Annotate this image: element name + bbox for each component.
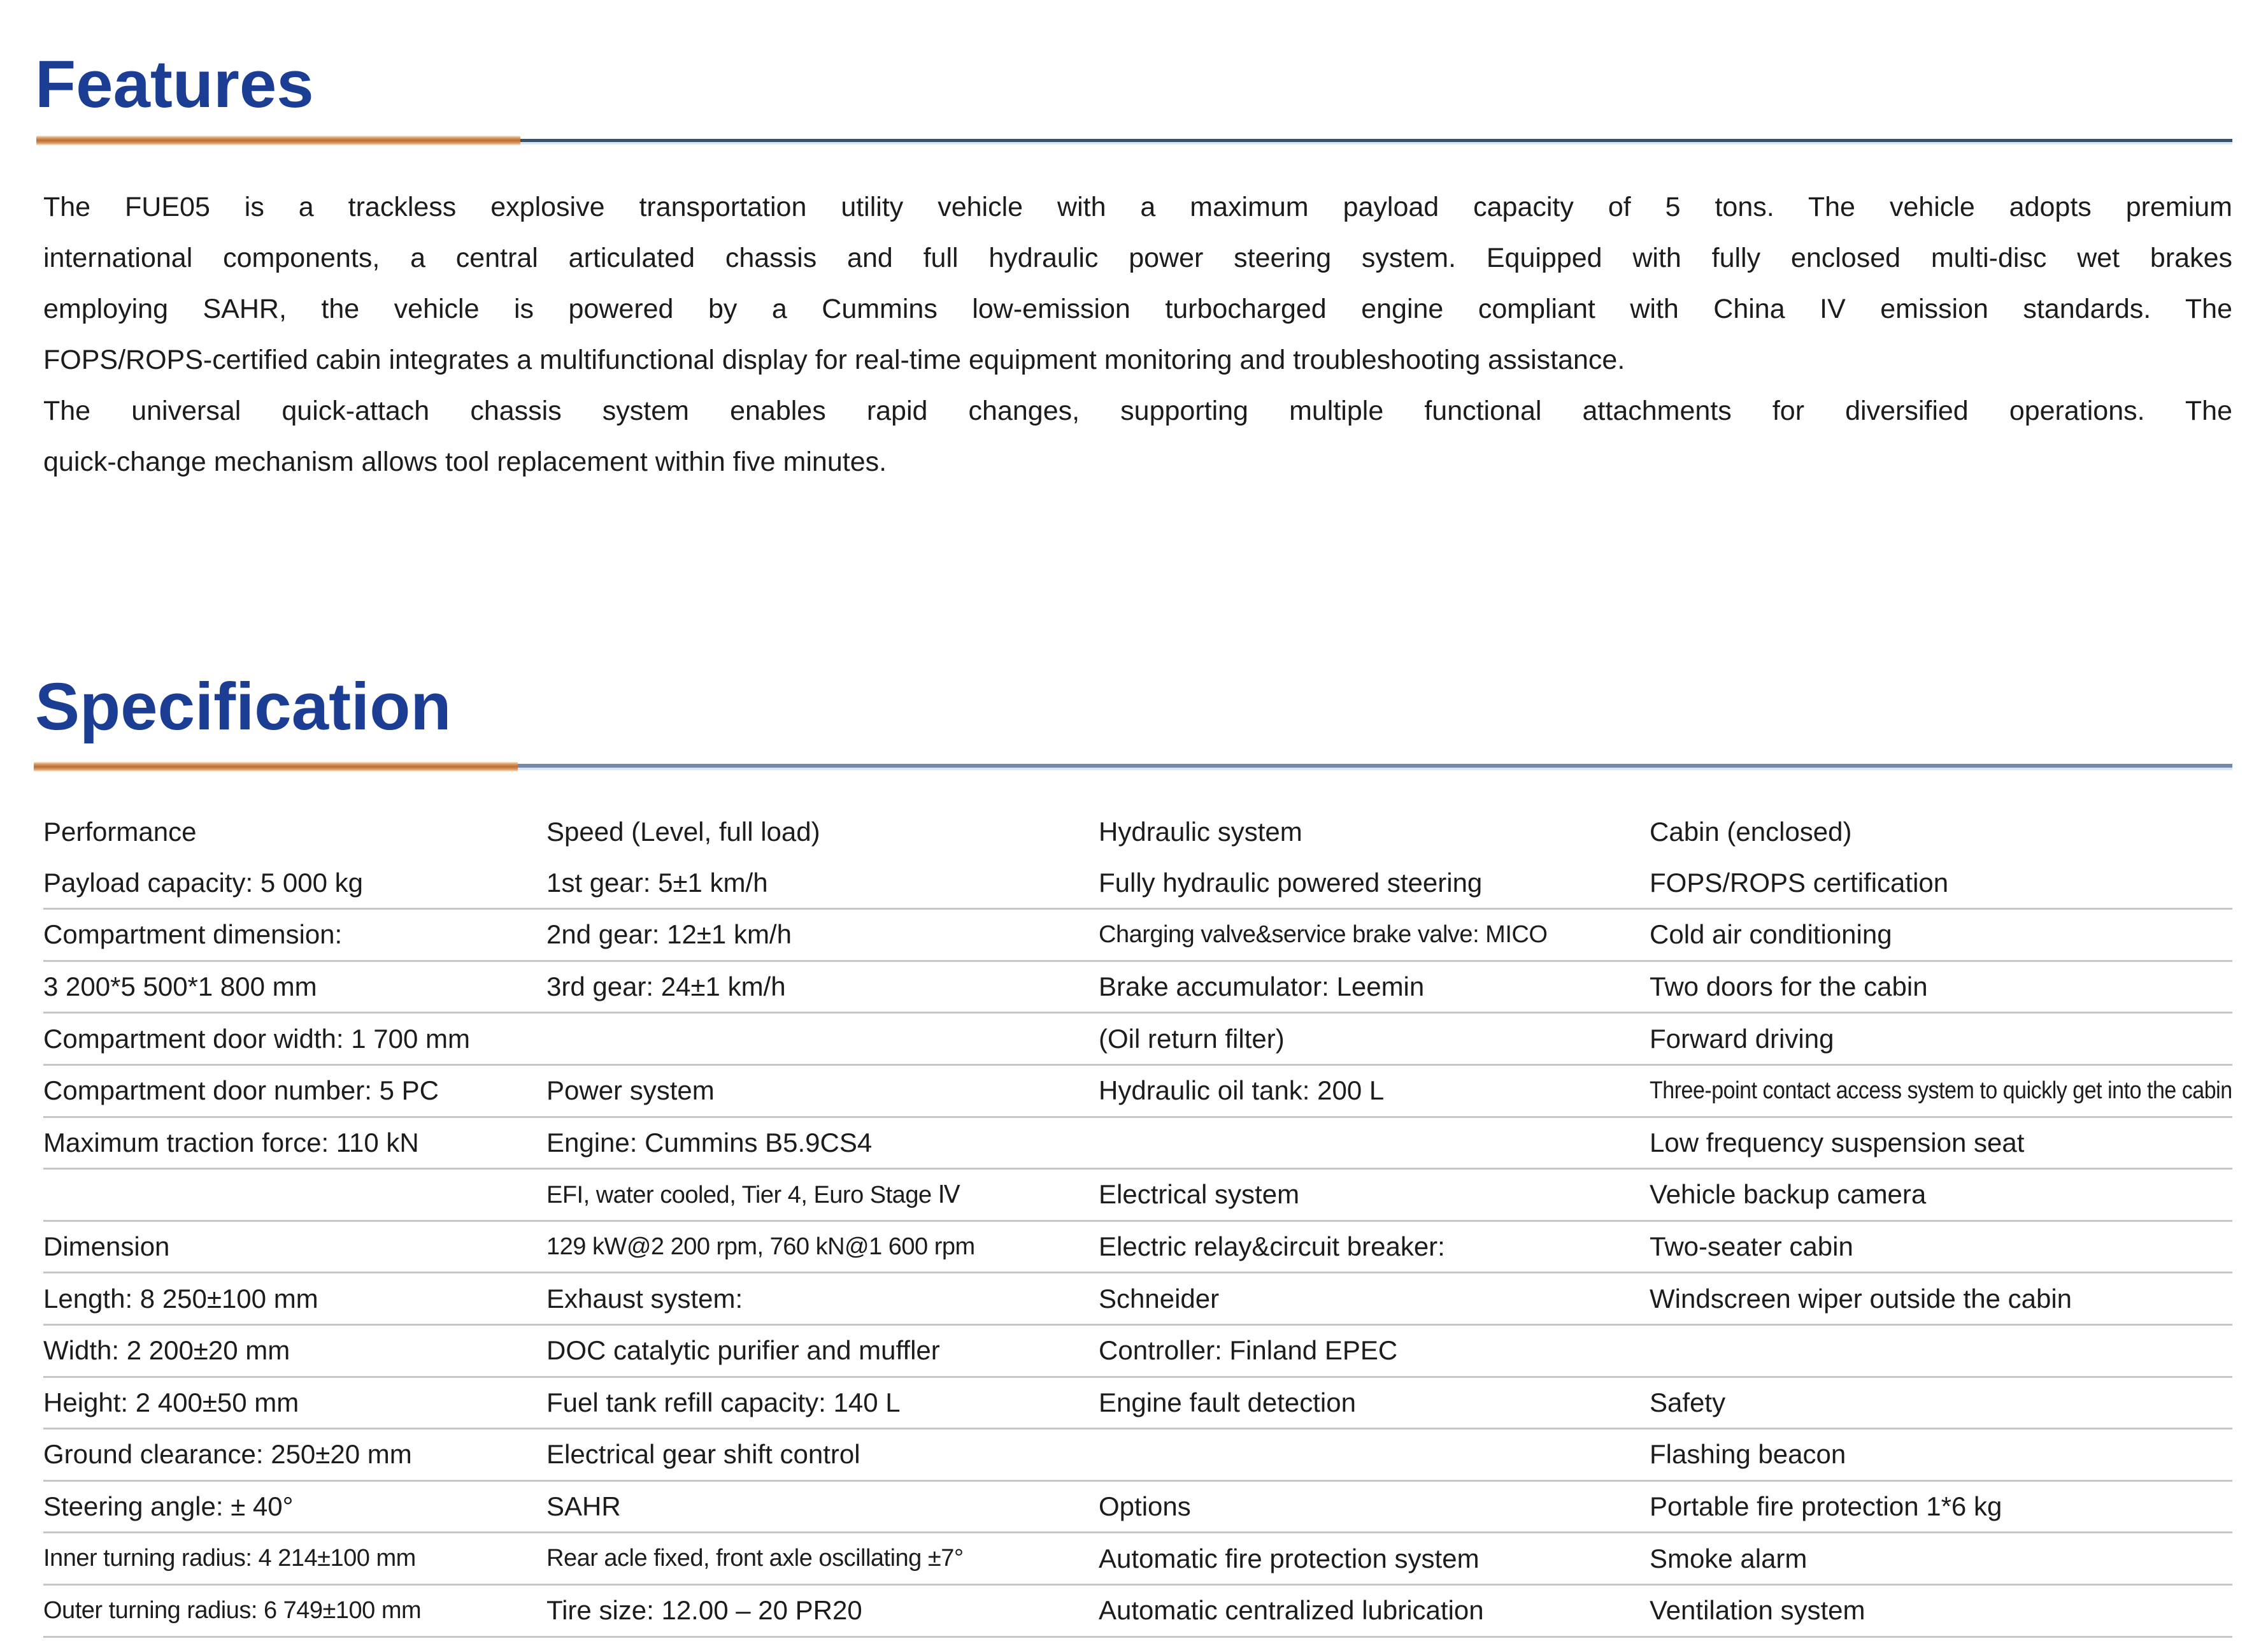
spec-row [43,1430,2232,1482]
spec-cell-text: Two-seater cabin [1650,1231,1853,1262]
spec-cell-text: 2nd gear: 12±1 km/h [546,919,792,950]
spec-row [43,962,2232,1014]
spec-cell-text: Two doors for the cabin [1650,971,1928,1002]
spec-cell [546,1222,1099,1272]
spec-cell-text: Safety [1650,1387,1726,1417]
spec-cell [1099,1066,1650,1116]
spec-cell-text: SAHR [546,1491,621,1522]
spec-row [43,1482,2232,1534]
spec-cell-text: Low frequency suspension seat [1650,1127,2025,1157]
spec-cell [546,1014,1099,1064]
spec-cell [43,1118,546,1168]
spec-cell [546,910,1099,960]
spec-cell-text: Compartment dimension: [43,919,343,950]
spec-cell-text: Height: 2 400±50 mm [43,1387,299,1417]
spec-cell [1099,1430,1650,1480]
spec-cell [1650,1430,2232,1480]
spec-cell [546,1586,1099,1636]
spec-cell [1099,1222,1650,1272]
spec-cell [43,1482,546,1532]
spec-row [43,1170,2232,1222]
spec-cell [546,1273,1099,1324]
spec-cell-text: Hydraulic system [1099,816,1302,847]
specification-underline-accent [34,762,518,771]
spec-cell [43,962,546,1012]
spec-cell [1650,962,2232,1012]
spec-cell [43,1378,546,1428]
spec-cell-text: Speed (Level, full load) [546,816,820,847]
spec-row [43,1118,2232,1170]
features-paragraph-line: quick-change mechanism allows tool replacement within five minutes. [43,447,887,477]
spec-cell [1099,1273,1650,1324]
spec-row [43,1533,2232,1586]
spec-cell-text: 129 kW@2 200 rpm, 760 kN@1 600 rpm [546,1233,975,1260]
spec-cell-text: Cabin (enclosed) [1650,816,1852,847]
specification-table [43,806,2232,1638]
spec-cell-text: Fuel tank refill capacity: 140 L [546,1387,901,1417]
spec-cell [1099,1118,1650,1168]
spec-cell-text: Windscreen wiper outside the cabin [1650,1283,2072,1314]
features-underline-rule [520,139,2232,142]
spec-cell-text: Performance [43,816,197,847]
spec-cell-text: Compartment door number: 5 PC [43,1075,439,1106]
spec-cell-text: Portable fire protection 1*6 kg [1650,1491,2002,1522]
spec-cell-text: Forward driving [1650,1023,1834,1054]
spec-cell-text: Length: 8 250±100 mm [43,1283,318,1314]
features-paragraph-line: The FUE05 is a trackless explosive transportation utility vehicle with a maximum payload capacity of 5 tons. The vehicle adopts premium [43,192,2232,222]
spec-cell-text: Three-point contact access system to quickly get into the cabin [1650,1077,2232,1104]
spec-cell [43,1014,546,1064]
spec-cell-text: Inner turning radius: 4 214±100 mm [43,1545,416,1572]
spec-cell [1099,1326,1650,1376]
spec-cell [1099,1586,1650,1636]
features-paragraph-line: FOPS/ROPS-certified cabin integrates a multifunctional display for real-time equipment monitoring and troubleshooting assistance. [43,345,1625,375]
spec-cell [1650,858,2232,908]
spec-cell-text: Engine fault detection [1099,1387,1356,1417]
spec-cell [43,1273,546,1324]
spec-row [43,1273,2232,1326]
spec-cell-text: Engine: Cummins B5.9CS4 [546,1127,873,1157]
spec-cell-text: Width: 2 200±20 mm [43,1335,290,1366]
spec-row [43,1326,2232,1378]
spec-cell [1650,1533,2232,1584]
spec-cell [1099,1014,1650,1064]
spec-cell-text: EFI, water cooled, Tier 4, Euro Stage Ⅳ [546,1181,960,1208]
spec-cell-text: Brake accumulator: Leemin [1099,971,1425,1002]
spec-cell-text: Controller: Finland EPEC [1099,1335,1398,1366]
spec-cell-text: Electric relay&circuit breaker: [1099,1231,1445,1262]
spec-cell-text: Ventilation system [1650,1595,1865,1626]
spec-cell-text: 3rd gear: 24±1 km/h [546,971,786,1002]
spec-row [43,910,2232,962]
spec-cell [546,1118,1099,1168]
spec-cell-text: 3 200*5 500*1 800 mm [43,971,317,1002]
spec-cell-text: Automatic centralized lubrication [1099,1595,1484,1626]
spec-cell-text: Charging valve&service brake valve: MICO [1099,921,1548,948]
spec-cell [546,962,1099,1012]
spec-cell [43,858,546,908]
spec-row [43,1222,2232,1274]
features-paragraph-line: employing SAHR, the vehicle is powered by a Cummins low-emission turbocharged engine compliant with China IV emission standards. The [43,294,2232,324]
spec-cell [546,1326,1099,1376]
spec-cell-text: Hydraulic oil tank: 200 L [1099,1075,1385,1106]
spec-row [43,1014,2232,1066]
spec-cell [1650,1378,2232,1428]
spec-cell [43,1430,546,1480]
features-paragraph-line: international components, a central articulated chassis and full hydraulic power steering system. Equipped with fully enclosed multi-disc wet brakes [43,243,2232,273]
spec-cell-text: Power system [546,1075,715,1106]
spec-cell-text: Ground clearance: 250±20 mm [43,1439,412,1470]
spec-cell [43,1066,546,1116]
features-paragraph-line: The universal quick-attach chassis system enables rapid changes, supporting multiple functional attachments for diversified operations. The [43,396,2232,426]
spec-cell [43,1222,546,1272]
spec-cell-text: (Oil return filter) [1099,1023,1285,1054]
spec-cell [546,1430,1099,1480]
spec-cell [1650,1222,2232,1272]
spec-cell-text: Vehicle backup camera [1650,1179,1927,1210]
spec-cell [546,858,1099,908]
spec-cell-text: Maximum traction force: 110 kN [43,1127,419,1157]
spec-cell [1650,806,2232,858]
spec-cell [546,1482,1099,1532]
specification-heading: Specification [35,670,452,744]
spec-cell [1650,1482,2232,1532]
spec-cell-text: 1st gear: 5±1 km/h [546,867,768,898]
spec-cell [1099,858,1650,908]
spec-cell-text: Cold air conditioning [1650,919,1892,950]
spec-cell [546,1170,1099,1220]
spec-cell [1650,1273,2232,1324]
spec-cell-text: Electrical gear shift control [546,1439,860,1470]
spec-cell [1650,910,2232,960]
spec-cell-text: Electrical system [1099,1179,1300,1210]
spec-cell [43,910,546,960]
spec-cell [1650,1586,2232,1636]
spec-cell [546,1066,1099,1116]
spec-cell-text: Fully hydraulic powered steering [1099,867,1483,898]
features-heading: Features [35,47,314,122]
spec-cell [546,806,1099,858]
spec-cell-text: Exhaust system: [546,1283,743,1314]
spec-cell [546,1533,1099,1584]
spec-cell-text: Outer turning radius: 6 749±100 mm [43,1596,422,1624]
spec-cell [1650,1014,2232,1064]
spec-cell [43,1586,546,1636]
spec-cell-text: Flashing beacon [1650,1439,1846,1470]
spec-cell [1650,1118,2232,1168]
spec-cell [43,806,546,858]
spec-row [43,1378,2232,1430]
spec-cell [546,1378,1099,1428]
spec-cell [1650,1170,2232,1220]
spec-cell-text: Smoke alarm [1650,1543,1808,1573]
spec-cell [1099,1378,1650,1428]
spec-row [43,1066,2232,1118]
spec-cell [1099,910,1650,960]
spec-cell-text: Automatic fire protection system [1099,1543,1480,1573]
spec-cell [1650,1326,2232,1376]
spec-cell [43,1533,546,1584]
spec-cell-text: Steering angle: ± 40° [43,1491,294,1522]
features-underline-accent [36,136,520,145]
spec-cell [43,1326,546,1376]
spec-cell-text: Compartment door width: 1 700 mm [43,1023,470,1054]
spec-cell [1099,962,1650,1012]
spec-cell [1099,1482,1650,1532]
spec-cell [1099,1170,1650,1220]
spec-row [43,858,2232,910]
features-paragraph [43,182,2232,487]
spec-cell [1099,806,1650,858]
spec-cell-text: DOC catalytic purifier and muffler [546,1335,940,1366]
spec-cell-text: Dimension [43,1231,170,1262]
spec-cell [1650,1066,2232,1116]
spec-cell-text: Options [1099,1491,1191,1522]
spec-cell [1099,1533,1650,1584]
spec-cell [43,1170,546,1220]
spec-cell-text: FOPS/ROPS certification [1650,867,1949,898]
specification-underline-rule [518,764,2232,768]
spec-cell-text: Tire size: 12.00 – 20 PR20 [546,1595,862,1626]
spec-cell-text: Payload capacity: 5 000 kg [43,867,363,898]
spec-cell-text: Schneider [1099,1283,1220,1314]
spec-row [43,806,2232,858]
spec-row [43,1586,2232,1638]
spec-cell-text: Rear acle fixed, front axle oscillating ±7° [546,1545,964,1572]
